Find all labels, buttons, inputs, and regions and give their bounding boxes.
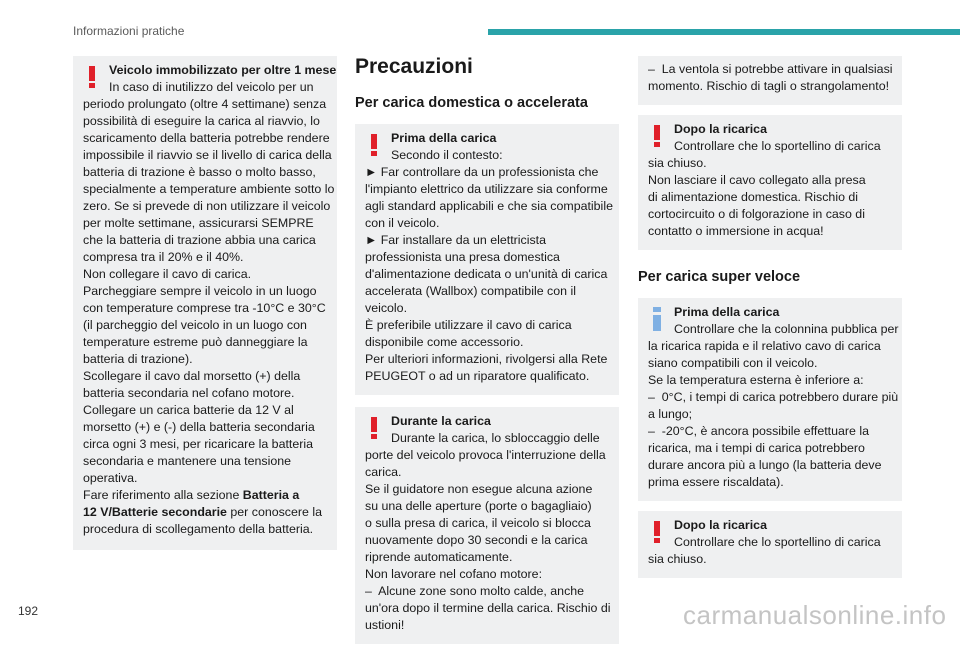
box-body [648, 61, 892, 95]
box-text-line: sia chiuso. [648, 552, 707, 566]
box-text-line: Controllare che lo sportellino di carica [674, 535, 881, 549]
box-text-line: o sulla presa di carica, il veicolo si blocca [365, 516, 591, 530]
running-header: Informazioni pratiche [73, 24, 185, 38]
warning-box-before-charge [355, 124, 619, 395]
box-text-line: – 0°C, i tempi di carica potrebbero durare più [648, 390, 899, 404]
box-reference-line: Fare riferimento alla sezione Batteria a [83, 488, 300, 502]
box-text-line: Per ulteriori informazioni, rivolgersi alla Rete [365, 352, 608, 366]
box-text-line: ► Far controllare da un professionista che [365, 165, 599, 179]
warning-box-after-charge [638, 115, 902, 250]
box-text-line: batteria di trazione è basso o molto basso, [83, 165, 316, 179]
box-text-line: veicolo. [365, 301, 408, 315]
box-text-line: Se la temperatura esterna è inferiore a: [648, 373, 864, 387]
box-reference-line: procedura di scollegamento della batteria. [83, 522, 314, 536]
box-text-line: Secondo il contesto: [391, 148, 503, 162]
box-text-line: Se il guidatore non esegue alcuna azione [365, 482, 593, 496]
column-1 [73, 56, 337, 560]
box-text-line: specialmente a temperature ambiente sotto lo [83, 182, 335, 196]
warning-exclamation-icon [365, 132, 383, 158]
box-text-line: sia chiuso. [648, 156, 707, 170]
box-title: Prima della carica [674, 305, 780, 319]
box-text-line: In caso di inutilizzo del veicolo per un [109, 80, 314, 94]
box-text-line: È preferibile utilizzare il cavo di carica [365, 318, 572, 332]
box-text-line: che la batteria di trazione abbia una carica [83, 233, 316, 247]
box-text-line: agli standard applicabili e che sia compatibile [365, 199, 613, 213]
box-text-line: Parcheggiare sempre il veicolo in un luogo [83, 284, 317, 298]
box-text-line: Non lavorare nel cofano motore: [365, 567, 543, 581]
box-reference-line: 12 V/Batterie secondarie per conoscere la [83, 505, 323, 519]
box-text-line: periodo prolungato (oltre 4 settimane) senza [83, 97, 327, 111]
box-body [365, 147, 613, 385]
box-text-line: accelerata (Wallbox) compatibile con il [365, 284, 576, 298]
box-text-line: di alimentazione domestica. Rischio di [648, 190, 859, 204]
box-text-line: Non collegare il cavo di carica. [83, 267, 252, 281]
box-text-line: ► Far installare da un elettricista [365, 233, 546, 247]
box-text-line: disponibile come accessorio. [365, 335, 524, 349]
box-body [648, 534, 892, 568]
box-body [648, 138, 892, 240]
box-title: Dopo la ricarica [674, 518, 767, 532]
warning-exclamation-icon [83, 64, 101, 90]
box-text-line: – Alcune zone sono molto calde, anche [365, 584, 585, 598]
box-text-line: durare ancora più a lungo (la batteria deve [648, 458, 882, 472]
box-text-line: batteria di trazione). [83, 352, 193, 366]
continuation-box [638, 56, 902, 105]
box-text-line: l'impianto elettrico da utilizzare sia conforme [365, 182, 608, 196]
warning-box-immobilized [73, 56, 337, 550]
box-text-line: Scollegare il cavo dal morsetto (+) della [83, 369, 301, 383]
warning-box-after-fast-charge [638, 511, 902, 578]
section-heading: Precauzioni [355, 55, 473, 78]
box-text-line: d'alimentazione dedicata o un'unità di carica [365, 267, 608, 281]
box-text-line: contatto o immersione in acqua! [648, 224, 824, 238]
box-text-line: morsetto (+) e (-) della batteria secondaria [83, 420, 315, 434]
box-text-line: su una delle aperture (porte o bagagliaio) [365, 499, 592, 513]
box-text-line: ustioni! [365, 618, 405, 632]
warning-exclamation-icon [365, 415, 383, 441]
box-text-line: porte del veicolo provoca l'interruzione della [365, 448, 606, 462]
box-text-line: Durante la carica, lo sbloccaggio delle [391, 431, 600, 445]
column-3 [638, 56, 902, 588]
box-body [648, 321, 899, 491]
info-box-before-charge [638, 298, 902, 501]
subsection-heading: Per carica domestica o accelerata [355, 95, 588, 111]
box-text-line: impossibile il riavvio se il livello di carica della [83, 148, 332, 162]
box-title: Durante la carica [391, 414, 491, 428]
subsection-heading: Per carica super veloce [638, 269, 801, 285]
box-text-line: possibilità di eseguire la carica al riavvio, lo [83, 114, 320, 128]
box-text-line: batteria secondaria nel cofano motore. [83, 386, 295, 400]
box-text-line: un'ora dopo il termine della carica. Rischio di [365, 601, 611, 615]
warning-exclamation-icon [648, 519, 666, 545]
box-text-line: operativa. [83, 471, 138, 485]
warning-exclamation-icon [648, 123, 666, 149]
box-text-line: temperature estreme può danneggiare la [83, 335, 308, 349]
box-text-line: prima essere riscaldata). [648, 475, 784, 489]
box-text-line: – -20°C, è ancora possibile effettuare la [648, 424, 870, 438]
info-icon [648, 306, 666, 332]
page-number: 192 [18, 604, 39, 618]
column-2 [355, 54, 619, 654]
box-body [83, 79, 335, 487]
header-accent-bar [488, 29, 960, 35]
box-text-line: Collegare un carica batterie da 12 V al [83, 403, 294, 417]
box-text-line: (il parcheggio del veicolo in un luogo con [83, 318, 307, 332]
warning-box-during-charge [355, 407, 619, 644]
box-text-line: cortocircuito o di folgorazione in caso di [648, 207, 865, 221]
box-text-line: scaricamento della batteria potrebbe rendere [83, 131, 330, 145]
box-body [365, 430, 609, 634]
box-text-line: riprende automaticamente. [365, 550, 513, 564]
box-text-line: – La ventola si potrebbe attivare in qualsiasi [648, 62, 893, 76]
box-text-line: Controllare che la colonnina pubblica per [674, 322, 899, 336]
box-text-line: Controllare che lo sportellino di carica [674, 139, 881, 153]
box-text-line: professionista una presa domestica [365, 250, 560, 264]
box-text-line: a lungo; [648, 407, 693, 421]
box-text-line: per molte settimane, assicurarsi SEMPRE [83, 216, 314, 230]
box-text-line: ricarica, ma i tempi di carica potrebbero [648, 441, 865, 455]
box-text-line: PEUGEOT o ad un riparatore qualificato. [365, 369, 590, 383]
box-title: Prima della carica [391, 131, 497, 145]
box-text-line: secondaria e mantenere una tensione [83, 454, 292, 468]
box-title: Veicolo immobilizzato per oltre 1 mese [109, 63, 337, 77]
box-text-line: zero. Se si prevede di non utilizzare il veicolo [83, 199, 331, 213]
box-text-line: con il veicolo. [365, 216, 440, 230]
box-text-line: carica. [365, 465, 402, 479]
box-text-line: compresa tra il 20% e il 40%. [83, 250, 244, 264]
box-text-line: Non lasciare il cavo collegato alla presa [648, 173, 866, 187]
watermark: carmanualsonline.info [683, 600, 947, 630]
box-text-line: nuovamente dopo 30 secondi e la carica [365, 533, 588, 547]
box-text-line: con temperature comprese tra -10°C e 30°C [83, 301, 326, 315]
box-title: Dopo la ricarica [674, 122, 767, 136]
box-text-line: siano compatibili con il veicolo. [648, 356, 818, 370]
box-text-line: la ricarica rapida e il relativo cavo di carica [648, 339, 881, 353]
box-text-line: momento. Rischio di tagli o strangolamento! [648, 79, 890, 93]
box-text-line: circa ogni 3 mesi, per ricaricare la batteria [83, 437, 314, 451]
